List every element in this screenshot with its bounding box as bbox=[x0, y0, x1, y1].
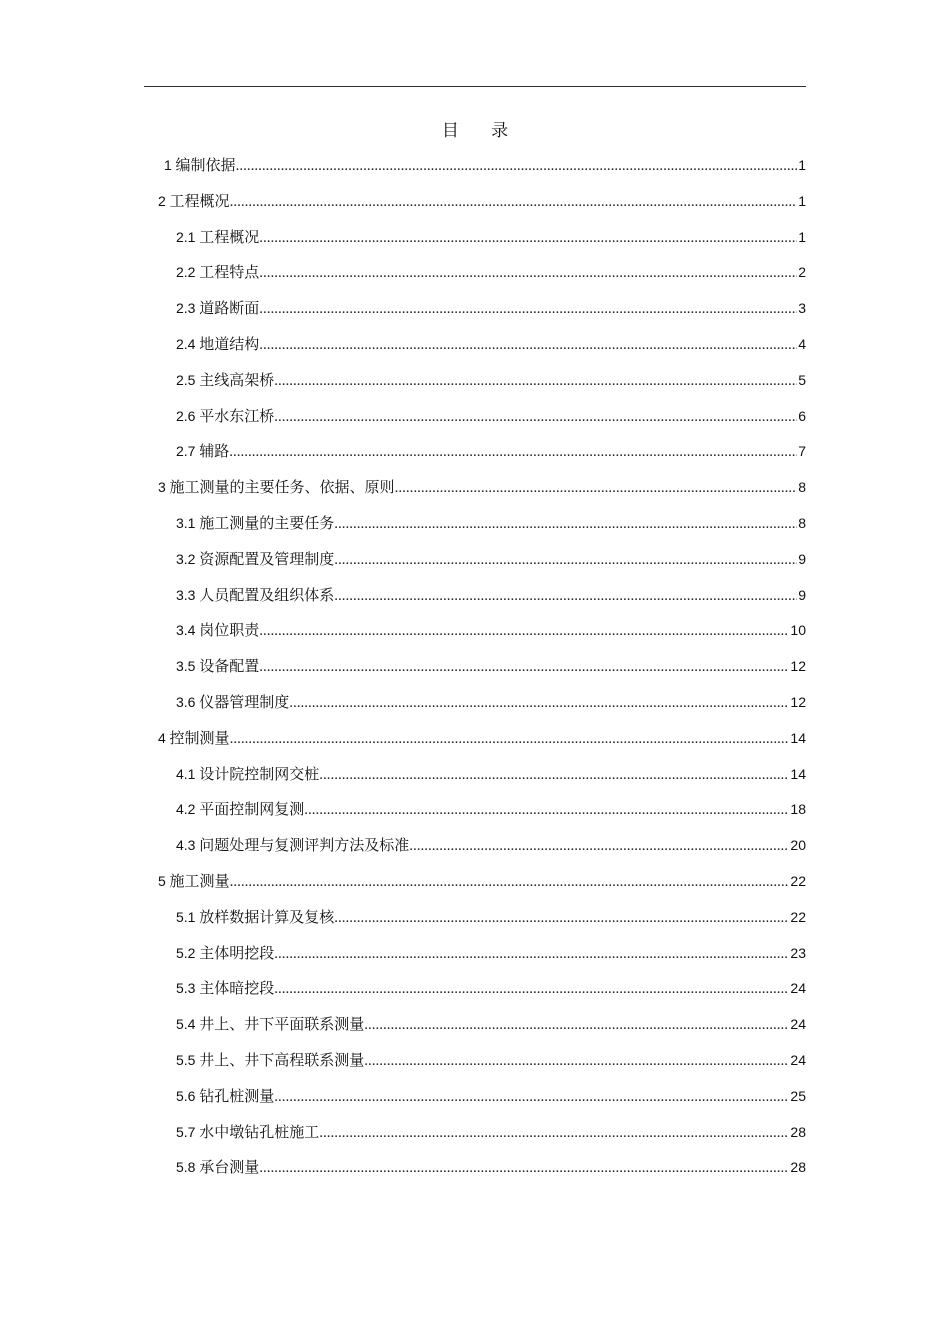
toc-page-number: 1 bbox=[798, 228, 806, 245]
toc-dot-leader bbox=[274, 942, 789, 966]
toc-entry-number: 5.1 bbox=[176, 908, 196, 925]
toc-entry[interactable] bbox=[144, 690, 806, 726]
toc-dot-leader bbox=[334, 512, 797, 536]
toc-page-number: 3 bbox=[798, 300, 806, 317]
toc-entry-label: 设备配置 bbox=[199, 659, 260, 676]
toc-entry-label: 井上、井下平面联系测量 bbox=[199, 1017, 365, 1034]
toc-dot-leader bbox=[364, 1049, 789, 1073]
toc-entry-number: 3.5 bbox=[176, 658, 196, 675]
toc-page-number: 8 bbox=[798, 514, 806, 531]
table-of-contents bbox=[144, 153, 806, 1191]
toc-entry[interactable] bbox=[144, 368, 806, 404]
toc-entry-label: 主体暗挖段 bbox=[199, 981, 275, 998]
toc-page-number: 10 bbox=[790, 622, 806, 639]
toc-entry-label: 施工测量 bbox=[169, 873, 230, 890]
toc-title: 目 录 bbox=[441, 121, 523, 140]
toc-entry[interactable] bbox=[144, 654, 806, 690]
toc-entry[interactable] bbox=[144, 976, 806, 1012]
toc-entry-text bbox=[176, 833, 409, 858]
toc-dot-leader bbox=[274, 405, 797, 429]
toc-entry-number: 4.3 bbox=[176, 837, 196, 854]
toc-dot-leader bbox=[409, 834, 789, 858]
toc-dot-leader bbox=[334, 548, 797, 572]
toc-entry[interactable] bbox=[144, 905, 806, 941]
toc-entry-text bbox=[176, 618, 259, 643]
toc-entry-number: 2.4 bbox=[176, 335, 196, 352]
toc-entry-text bbox=[176, 762, 319, 787]
toc-entry-text bbox=[158, 726, 230, 751]
toc-entry-text bbox=[176, 976, 274, 1001]
toc-entry[interactable] bbox=[144, 189, 806, 225]
toc-dot-leader bbox=[274, 977, 789, 1001]
toc-entry-text bbox=[176, 296, 259, 321]
toc-page-number: 1 bbox=[798, 192, 806, 209]
toc-entry-label: 人员配置及组织体系 bbox=[199, 587, 335, 604]
toc-entry-label: 设计院控制网交桩 bbox=[199, 766, 320, 783]
toc-entry-text bbox=[176, 905, 334, 930]
toc-entry[interactable] bbox=[144, 511, 806, 547]
toc-entry-number: 2.2 bbox=[176, 264, 196, 281]
toc-entry-label: 工程特点 bbox=[199, 265, 260, 282]
toc-entry-number: 4.1 bbox=[176, 765, 196, 782]
toc-entry-label: 放样数据计算及复核 bbox=[199, 909, 335, 926]
toc-entry[interactable] bbox=[144, 583, 806, 619]
toc-entry-number: 3.3 bbox=[176, 586, 196, 603]
toc-page-number: 14 bbox=[790, 765, 806, 782]
toc-entry-text bbox=[176, 941, 274, 966]
toc-dot-leader bbox=[319, 763, 789, 787]
toc-entry-text bbox=[176, 225, 259, 250]
toc-entry-text bbox=[176, 1084, 274, 1109]
toc-entry-text bbox=[158, 189, 230, 214]
toc-entry-label: 水中墩钻孔桩施工 bbox=[199, 1124, 320, 1141]
toc-entry[interactable] bbox=[144, 404, 806, 440]
toc-entry[interactable] bbox=[144, 1120, 806, 1156]
toc-entry-number: 2.6 bbox=[176, 407, 196, 424]
toc-entry-label: 问题处理与复测评判方法及标准 bbox=[199, 838, 410, 855]
toc-entry[interactable] bbox=[144, 1084, 806, 1120]
toc-entry-text bbox=[176, 404, 274, 429]
toc-entry-number: 5.2 bbox=[176, 944, 196, 961]
toc-entry-label: 主体明挖段 bbox=[199, 945, 275, 962]
toc-entry-label: 主线高架桥 bbox=[199, 372, 275, 389]
toc-entry-text bbox=[176, 1012, 364, 1037]
toc-entry[interactable] bbox=[144, 260, 806, 296]
toc-dot-leader bbox=[229, 440, 797, 464]
toc-entry-label: 平水东江桥 bbox=[199, 408, 275, 425]
toc-entry[interactable] bbox=[144, 833, 806, 869]
toc-dot-leader bbox=[259, 226, 797, 250]
header-rule bbox=[144, 86, 806, 87]
toc-entry[interactable] bbox=[144, 762, 806, 798]
toc-page-number: 9 bbox=[798, 550, 806, 567]
toc-entry-number: 2.1 bbox=[176, 228, 196, 245]
toc-page-number: 25 bbox=[790, 1087, 806, 1104]
toc-entry-text bbox=[164, 153, 236, 178]
toc-dot-leader bbox=[334, 584, 797, 608]
toc-dot-leader bbox=[259, 655, 789, 679]
toc-dot-leader bbox=[334, 906, 789, 930]
toc-entry-text bbox=[158, 475, 395, 500]
toc-entry-label: 地道结构 bbox=[199, 336, 260, 353]
toc-entry[interactable] bbox=[144, 439, 806, 475]
toc-dot-leader bbox=[259, 297, 797, 321]
toc-entry-label: 钻孔桩测量 bbox=[199, 1088, 275, 1105]
toc-entry-label: 施工测量的主要任务 bbox=[199, 515, 335, 532]
toc-page-number: 22 bbox=[790, 908, 806, 925]
toc-entry-number: 5.3 bbox=[176, 980, 196, 997]
toc-entry[interactable] bbox=[144, 726, 806, 762]
toc-page-number: 23 bbox=[790, 944, 806, 961]
toc-entry-label: 道路断面 bbox=[199, 301, 260, 318]
toc-entry-number: 3.1 bbox=[176, 514, 196, 531]
toc-page-number: 24 bbox=[790, 1016, 806, 1033]
toc-entry-number: 5.4 bbox=[176, 1016, 196, 1033]
toc-page-number: 9 bbox=[798, 586, 806, 603]
toc-entry-label: 承台测量 bbox=[199, 1160, 260, 1177]
toc-entry-number: 3 bbox=[158, 479, 166, 496]
toc-entry-label: 编制依据 bbox=[175, 158, 236, 174]
toc-entry-text bbox=[176, 368, 274, 393]
toc-entry-number: 4.2 bbox=[176, 801, 196, 818]
toc-dot-leader bbox=[364, 1013, 789, 1037]
toc-entry-number: 2.7 bbox=[176, 443, 196, 460]
toc-page-number: 24 bbox=[790, 980, 806, 997]
toc-entry-number: 5.6 bbox=[176, 1087, 196, 1104]
toc-dot-leader bbox=[319, 1121, 789, 1145]
toc-entry-text bbox=[176, 260, 259, 285]
toc-entry-text bbox=[176, 583, 334, 608]
toc-dot-leader bbox=[259, 1156, 789, 1180]
toc-page-number: 14 bbox=[790, 729, 806, 746]
toc-page-number: 1 bbox=[798, 157, 806, 173]
toc-entry-text bbox=[176, 1155, 259, 1180]
toc-entry[interactable] bbox=[144, 618, 806, 654]
toc-page-number: 5 bbox=[798, 371, 806, 388]
toc-entry[interactable] bbox=[144, 475, 806, 511]
toc-entry-text bbox=[176, 332, 259, 357]
toc-entry-text bbox=[176, 547, 334, 572]
toc-entry-number: 3.4 bbox=[176, 622, 196, 639]
toc-entry[interactable] bbox=[144, 153, 806, 189]
toc-entry-label: 辅路 bbox=[199, 444, 230, 461]
toc-entry-label: 控制测量 bbox=[169, 730, 230, 747]
toc-entry-text bbox=[176, 511, 334, 536]
toc-entry-number: 4 bbox=[158, 729, 166, 746]
toc-entry[interactable] bbox=[144, 547, 806, 583]
toc-entry[interactable] bbox=[144, 1048, 806, 1084]
toc-dot-leader bbox=[230, 190, 798, 214]
toc-entry-label: 岗位职责 bbox=[199, 623, 260, 640]
toc-page-number: 12 bbox=[790, 693, 806, 710]
toc-dot-leader bbox=[395, 476, 798, 500]
toc-dot-leader bbox=[304, 798, 789, 822]
toc-dot-leader bbox=[274, 369, 797, 393]
toc-entry[interactable] bbox=[144, 869, 806, 905]
toc-dot-leader bbox=[230, 727, 790, 751]
toc-dot-leader bbox=[230, 870, 790, 894]
toc-page-number: 24 bbox=[790, 1051, 806, 1068]
toc-dot-leader bbox=[259, 333, 797, 357]
toc-entry[interactable] bbox=[144, 797, 806, 833]
toc-entry-text bbox=[158, 869, 230, 894]
toc-entry-number: 5.5 bbox=[176, 1051, 196, 1068]
toc-page-number: 4 bbox=[798, 335, 806, 352]
toc-page-number: 18 bbox=[790, 801, 806, 818]
toc-page-number: 8 bbox=[798, 479, 806, 496]
toc-entry-number: 3.6 bbox=[176, 693, 196, 710]
toc-entry-label: 平面控制网复测 bbox=[199, 802, 305, 819]
toc-entry-text bbox=[176, 439, 229, 464]
toc-dot-leader bbox=[259, 261, 797, 285]
toc-entry[interactable] bbox=[144, 941, 806, 977]
toc-page-number: 12 bbox=[790, 658, 806, 675]
toc-dot-leader bbox=[236, 154, 798, 178]
toc-entry[interactable] bbox=[144, 332, 806, 368]
toc-entry[interactable] bbox=[144, 1155, 806, 1191]
toc-entry[interactable] bbox=[144, 1012, 806, 1048]
toc-entry-label: 仪器管理制度 bbox=[199, 694, 290, 711]
toc-entry-label: 井上、井下高程联系测量 bbox=[199, 1052, 365, 1069]
toc-entry-label: 工程概况 bbox=[199, 229, 260, 246]
toc-entry-text bbox=[176, 1120, 319, 1145]
toc-entry-label: 工程概况 bbox=[169, 193, 230, 210]
toc-entry[interactable] bbox=[144, 225, 806, 261]
toc-entry-number: 5.8 bbox=[176, 1159, 196, 1176]
toc-entry-label: 施工测量的主要任务、依据、原则 bbox=[169, 480, 395, 497]
toc-dot-leader bbox=[289, 691, 789, 715]
toc-entry-text bbox=[176, 654, 259, 679]
toc-entry-number: 2.5 bbox=[176, 371, 196, 388]
toc-entry-number: 5.7 bbox=[176, 1123, 196, 1140]
toc-entry-text bbox=[176, 690, 289, 715]
toc-page-number: 28 bbox=[790, 1159, 806, 1176]
toc-entry-number: 2 bbox=[158, 192, 166, 209]
toc-page-number: 22 bbox=[790, 872, 806, 889]
toc-entry-number: 1 bbox=[164, 157, 172, 173]
toc-page-number: 2 bbox=[798, 264, 806, 281]
toc-entry-number: 3.2 bbox=[176, 550, 196, 567]
toc-page-number: 6 bbox=[798, 407, 806, 424]
toc-entry-text bbox=[176, 1048, 364, 1073]
toc-entry-label: 资源配置及管理制度 bbox=[199, 551, 335, 568]
toc-page-number: 7 bbox=[798, 443, 806, 460]
toc-page-number: 28 bbox=[790, 1123, 806, 1140]
toc-dot-leader bbox=[259, 619, 789, 643]
toc-entry-text bbox=[176, 797, 304, 822]
toc-entry-number: 2.3 bbox=[176, 300, 196, 317]
toc-entry-number: 5 bbox=[158, 872, 166, 889]
toc-dot-leader bbox=[274, 1085, 789, 1109]
toc-entry[interactable] bbox=[144, 296, 806, 332]
toc-page-number: 20 bbox=[790, 837, 806, 854]
